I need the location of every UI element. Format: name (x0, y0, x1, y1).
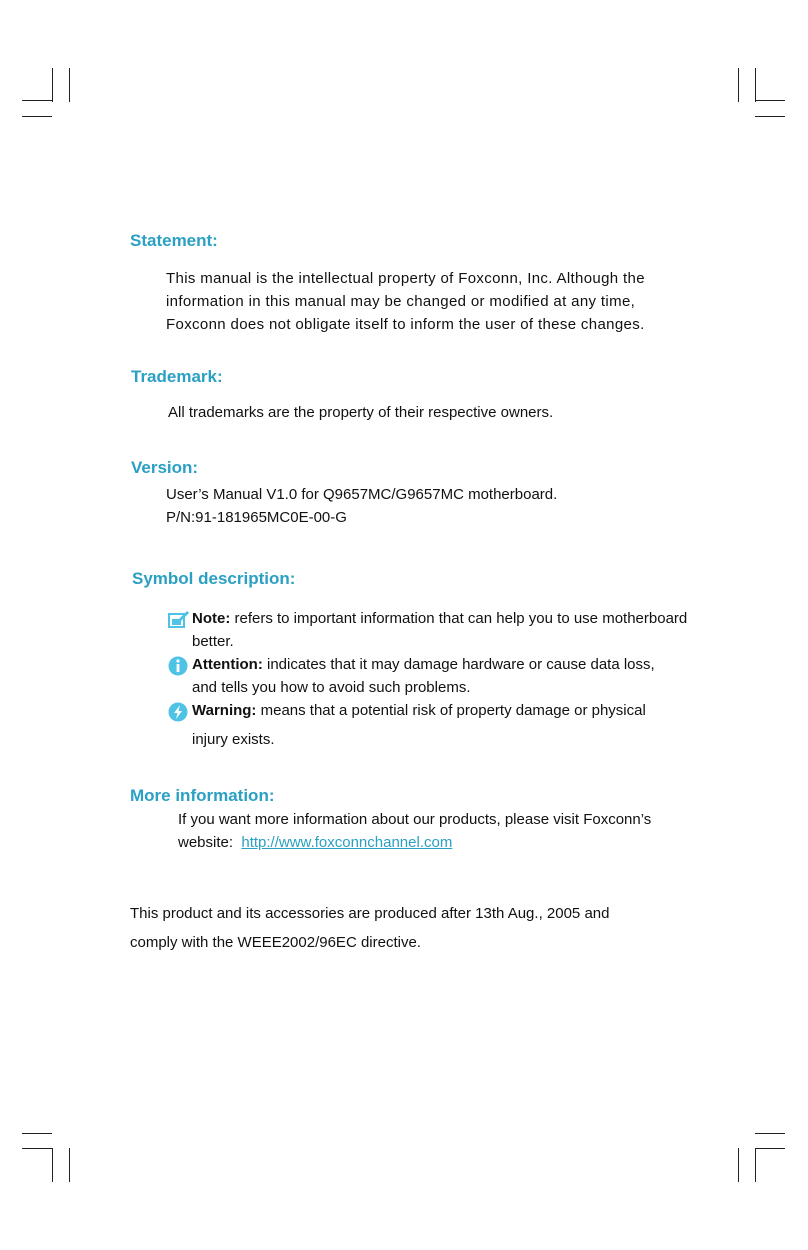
statement-line: Foxconn does not obligate itself to inform the user of these changes. (166, 316, 645, 333)
more-info-text (178, 808, 651, 854)
warning-description (192, 699, 646, 751)
crop-mark (755, 68, 756, 102)
statement-line: information in this manual may be changed or modified at any time, (166, 293, 636, 310)
symbols-heading: Symbol description: (132, 569, 296, 588)
trademark-line: All trademarks are the property of their respective owners. (168, 404, 554, 421)
weee-line: comply with the WEEE2002/96EC directive. (130, 934, 421, 951)
attention-description (192, 653, 655, 699)
weee-line: This product and its accessories are produced after 13th Aug., 2005 and (130, 905, 610, 922)
statement-line: This manual is the intellectual property of Foxconn, Inc. Although the (166, 270, 645, 287)
note-text: refers to important information that can help you to use motherboard (230, 610, 688, 627)
weee-text (130, 899, 609, 957)
crop-mark (755, 100, 785, 101)
version-heading: Version: (131, 458, 199, 477)
crop-mark (69, 1148, 70, 1182)
crop-mark (69, 68, 70, 102)
crop-mark (52, 1148, 53, 1182)
crop-mark (52, 68, 53, 102)
crop-mark (755, 1133, 785, 1134)
note-term: Note: (192, 610, 231, 627)
warning-term: Warning: (192, 702, 257, 719)
note-pencil-icon (168, 609, 190, 629)
crop-mark (738, 68, 739, 102)
crop-mark (755, 1148, 785, 1149)
note-description (192, 607, 687, 653)
version-text (166, 483, 557, 529)
crop-mark (755, 1148, 756, 1182)
crop-mark (22, 1133, 52, 1134)
website-link[interactable]: http://www.foxconnchannel.com (241, 834, 453, 851)
crop-mark (738, 1148, 739, 1182)
warning-text-line2: injury exists. (192, 731, 275, 748)
version-line: User’s Manual V1.0 for Q9657MC/G9657MC motherboard. (166, 486, 558, 503)
warning-lightning-icon (168, 702, 190, 722)
attention-text: indicates that it may damage hardware or cause data loss, (262, 656, 655, 673)
crop-mark (22, 1148, 52, 1149)
more-info-line: If you want more information about our products, please visit Foxconn’s (178, 811, 652, 828)
crop-mark (22, 116, 52, 117)
crop-mark (22, 100, 52, 101)
website-label: website: (178, 834, 242, 851)
version-line: P/N:91-181965MC0E-00-G (166, 509, 347, 526)
statement-heading: Statement: (130, 231, 218, 250)
trademark-heading: Trademark: (131, 367, 223, 386)
warning-text: means that a potential risk of property damage or physical (256, 702, 646, 719)
more-info-heading: More information: (130, 786, 275, 805)
trademark-text (168, 401, 553, 424)
attention-term: Attention: (192, 656, 263, 673)
statement-text (166, 267, 645, 336)
crop-mark (755, 116, 785, 117)
attention-text-line2: and tells you how to avoid such problems. (192, 679, 471, 696)
note-text-line2: better. (192, 633, 234, 650)
info-circle-icon (168, 656, 190, 676)
